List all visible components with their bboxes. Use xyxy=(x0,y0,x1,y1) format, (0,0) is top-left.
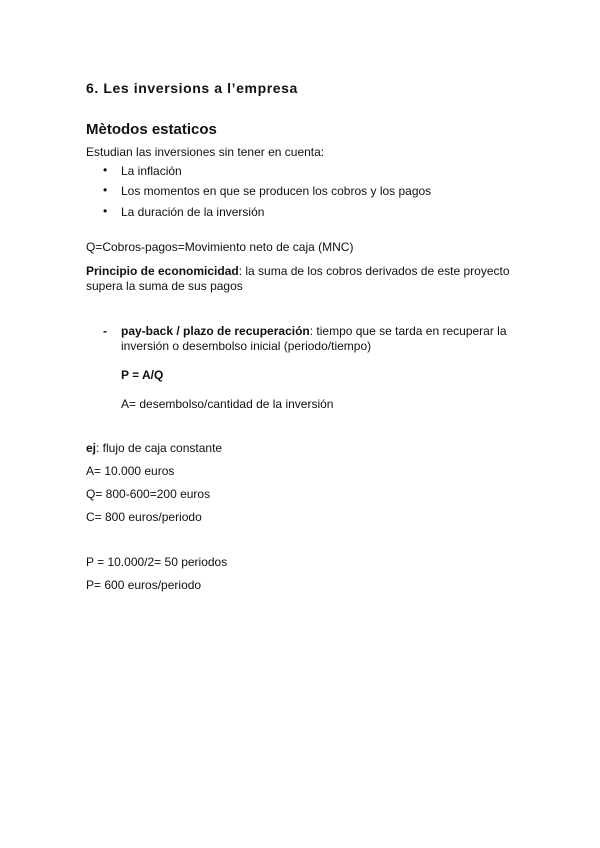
payback-definition: A= desembolso/cantidad de la inversión xyxy=(121,397,334,411)
example-label: ej xyxy=(86,441,97,455)
principle-term: Principio de economicidad xyxy=(86,264,239,278)
result-line: P = 10.000/2= 50 periodos xyxy=(86,555,228,569)
payback-term: pay-back / plazo de recuperación xyxy=(121,324,310,338)
example-line: Q= 800-600=200 euros xyxy=(86,487,211,501)
example-heading xyxy=(86,441,222,456)
example-line: A= 10.000 euros xyxy=(86,464,175,478)
bullet-text: La inflación xyxy=(121,164,182,178)
section-title: 6. Les inversions a l’empresa xyxy=(86,80,298,96)
bullet-text: Los momentos en que se producen los cobros y los pagos xyxy=(121,184,432,198)
payback-formula: P = A/Q xyxy=(121,368,164,382)
intro-text: Estudian las inversiones sin tener en cuenta: xyxy=(86,145,325,159)
bullet-dot-icon: • xyxy=(103,163,108,177)
bullet-dot-icon: • xyxy=(103,183,108,197)
formula-q: Q=Cobros-pagos=Movimiento neto de caja (MNC) xyxy=(86,240,354,254)
dash-marker: - xyxy=(103,324,107,338)
payback-line-1 xyxy=(121,324,507,339)
result-line: P= 600 euros/periodo xyxy=(86,578,202,592)
payback-text: : tiempo que se tarda en recuperar la xyxy=(309,324,507,338)
example-line: C= 800 euros/periodo xyxy=(86,510,202,524)
principle-line-2: supera la suma de sus pagos xyxy=(86,279,243,293)
example-label-text: : flujo de caja constante xyxy=(96,441,223,455)
subsection-title: Mètodos estaticos xyxy=(86,121,217,138)
bullet-text: La duración de la inversión xyxy=(121,205,265,219)
payback-line-2: inversión o desembolso inicial (periodo/tiempo) xyxy=(121,339,372,353)
principle-line-1 xyxy=(86,264,510,279)
bullet-dot-icon: • xyxy=(103,204,108,218)
principle-text: : la suma de los cobros derivados de este proyecto xyxy=(238,264,510,278)
